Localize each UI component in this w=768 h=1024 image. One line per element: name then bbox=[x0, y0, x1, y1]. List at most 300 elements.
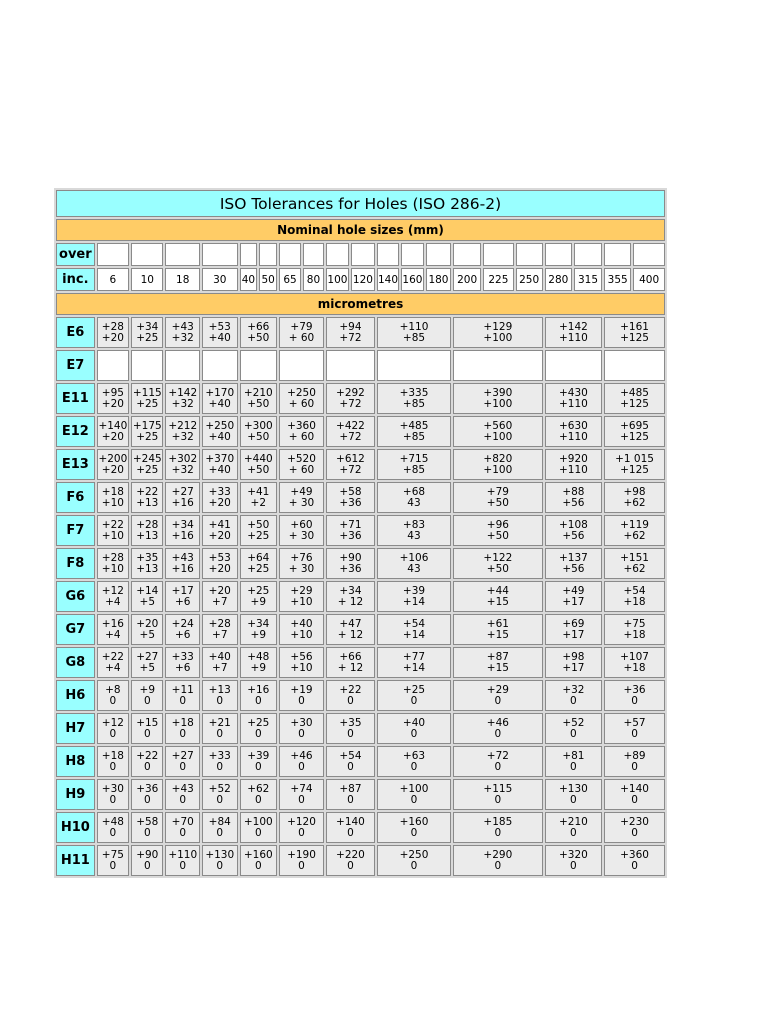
tolerance-cell bbox=[131, 416, 163, 447]
tolerance-cell bbox=[165, 713, 200, 744]
upper-deviation: +24 bbox=[171, 617, 194, 630]
lower-deviation: +56 bbox=[562, 496, 585, 509]
tolerance-cell bbox=[165, 812, 200, 843]
lower-deviation: +72 bbox=[339, 331, 362, 344]
upper-deviation: +422 bbox=[336, 419, 365, 432]
tolerance-cell bbox=[97, 845, 129, 876]
over-cell bbox=[453, 243, 481, 266]
grade-label: H9 bbox=[56, 779, 95, 810]
lower-deviation: +25 bbox=[136, 397, 159, 410]
lower-deviation: +62 bbox=[623, 529, 646, 542]
lower-deviation: + 30 bbox=[288, 496, 315, 509]
tolerance-cell bbox=[240, 449, 278, 480]
lower-deviation: 0 bbox=[254, 727, 262, 740]
lower-deviation: 0 bbox=[494, 826, 502, 839]
upper-deviation: +22 bbox=[339, 683, 362, 696]
upper-deviation: +22 bbox=[136, 749, 159, 762]
inc-value: 18 bbox=[165, 268, 200, 291]
tolerance-cell bbox=[97, 713, 129, 744]
upper-deviation: +292 bbox=[336, 386, 365, 399]
tolerance-cell bbox=[279, 680, 324, 711]
tolerance-cell bbox=[326, 680, 375, 711]
upper-deviation: +89 bbox=[623, 749, 646, 762]
tolerance-cell bbox=[326, 515, 375, 546]
lower-deviation: 0 bbox=[254, 760, 262, 773]
tolerance-cell bbox=[97, 416, 129, 447]
lower-deviation: 0 bbox=[216, 727, 224, 740]
tolerance-cell bbox=[165, 449, 200, 480]
upper-deviation: +137 bbox=[558, 551, 588, 564]
lower-deviation: +36 bbox=[339, 496, 362, 509]
lower-deviation: +85 bbox=[402, 430, 426, 443]
lower-deviation: +15 bbox=[486, 595, 509, 608]
tolerance-cell bbox=[202, 317, 238, 348]
tolerance-cell bbox=[545, 581, 602, 612]
lower-deviation: 0 bbox=[179, 859, 187, 872]
table-row bbox=[56, 812, 665, 843]
upper-deviation: +72 bbox=[486, 749, 509, 762]
upper-deviation: +19 bbox=[290, 683, 313, 696]
upper-deviation: +160 bbox=[243, 848, 273, 861]
tolerance-cell bbox=[165, 416, 200, 447]
tolerance-cell bbox=[165, 548, 200, 579]
upper-deviation: +43 bbox=[171, 320, 194, 333]
lower-deviation: 0 bbox=[109, 760, 117, 773]
lower-deviation: 0 bbox=[109, 859, 117, 872]
lower-deviation: +18 bbox=[623, 595, 646, 608]
grade-label: E7 bbox=[56, 350, 95, 381]
over-cell bbox=[426, 243, 451, 266]
tolerance-cell bbox=[97, 383, 129, 414]
lower-deviation: 0 bbox=[410, 859, 418, 872]
tolerance-cell bbox=[240, 317, 278, 348]
lower-deviation: +4 bbox=[105, 595, 121, 608]
tolerance-cell bbox=[453, 779, 543, 810]
lower-deviation: 0 bbox=[570, 793, 577, 806]
upper-deviation: +34 bbox=[339, 584, 362, 597]
tolerance-cell bbox=[604, 614, 665, 645]
tolerance-cell bbox=[165, 317, 200, 348]
lower-deviation: +32 bbox=[171, 463, 194, 476]
tolerance-cell bbox=[97, 350, 129, 381]
upper-deviation: +98 bbox=[623, 485, 646, 498]
tolerance-cell bbox=[604, 581, 665, 612]
tolerance-cell bbox=[326, 548, 375, 579]
lower-deviation: 0 bbox=[143, 793, 151, 806]
lower-deviation: +10 bbox=[101, 529, 124, 542]
lower-deviation: +17 bbox=[562, 595, 585, 608]
lower-deviation: +25 bbox=[136, 463, 159, 476]
lower-deviation: 0 bbox=[410, 727, 418, 740]
lower-deviation: +10 bbox=[101, 496, 124, 509]
over-cell bbox=[303, 243, 324, 266]
lower-deviation: +72 bbox=[339, 430, 362, 443]
tolerance-cell bbox=[377, 746, 451, 777]
lower-deviation: 0 bbox=[298, 793, 305, 806]
upper-deviation: +485 bbox=[620, 386, 649, 399]
tolerance-cell bbox=[326, 317, 375, 348]
upper-deviation: +320 bbox=[558, 848, 588, 861]
tolerance-cell bbox=[202, 746, 238, 777]
lower-deviation: 0 bbox=[179, 760, 187, 773]
over-cell bbox=[202, 243, 238, 266]
upper-deviation: +41 bbox=[208, 518, 231, 531]
upper-deviation: +140 bbox=[336, 815, 365, 828]
lower-deviation: +10 bbox=[101, 562, 124, 575]
tolerance-cell bbox=[202, 647, 238, 678]
lower-deviation: +16 bbox=[171, 496, 194, 509]
lower-deviation: +125 bbox=[620, 397, 649, 410]
upper-deviation: +18 bbox=[101, 749, 124, 762]
lower-deviation: +56 bbox=[562, 562, 585, 575]
upper-deviation: +94 bbox=[339, 320, 362, 333]
upper-deviation: +46 bbox=[486, 716, 509, 729]
tolerance-cell bbox=[240, 812, 278, 843]
lower-deviation: 0 bbox=[143, 727, 151, 740]
tolerance-cell bbox=[377, 317, 451, 348]
over-cell bbox=[351, 243, 375, 266]
lower-deviation: + 60 bbox=[288, 397, 315, 410]
tolerance-cell bbox=[545, 779, 602, 810]
lower-deviation: +36 bbox=[339, 562, 362, 575]
lower-deviation: +125 bbox=[620, 463, 649, 476]
upper-deviation: +110 bbox=[399, 320, 429, 333]
tolerance-cell bbox=[377, 581, 451, 612]
inc-value: 280 bbox=[545, 268, 572, 291]
tolerance-cell bbox=[604, 515, 665, 546]
tolerance-cell bbox=[202, 845, 238, 876]
upper-deviation: +66 bbox=[247, 320, 270, 333]
upper-deviation: +43 bbox=[171, 782, 194, 795]
tolerance-cell bbox=[545, 515, 602, 546]
upper-deviation: +79 bbox=[290, 320, 313, 333]
table-row bbox=[56, 647, 665, 678]
lower-deviation: +20 bbox=[208, 529, 231, 542]
tolerance-cell bbox=[279, 548, 324, 579]
tolerance-cell bbox=[240, 680, 278, 711]
inc-label: inc. bbox=[56, 268, 95, 291]
upper-deviation: +21 bbox=[208, 716, 231, 729]
tolerance-cell bbox=[97, 482, 129, 513]
upper-deviation: +250 bbox=[399, 848, 429, 861]
upper-deviation: +16 bbox=[101, 617, 124, 630]
tolerance-cell bbox=[326, 416, 375, 447]
upper-deviation: +76 bbox=[290, 551, 313, 564]
tolerance-cell bbox=[202, 812, 238, 843]
tolerance-table bbox=[54, 188, 667, 878]
upper-deviation: +115 bbox=[132, 386, 162, 399]
table-row bbox=[56, 713, 665, 744]
upper-deviation: +30 bbox=[290, 716, 313, 729]
upper-deviation: +12 bbox=[101, 716, 124, 729]
tolerance-cell bbox=[279, 812, 324, 843]
tolerance-cell bbox=[279, 482, 324, 513]
table-row bbox=[56, 548, 665, 579]
over-cell bbox=[401, 243, 424, 266]
tolerance-cell bbox=[240, 548, 278, 579]
tolerance-cell bbox=[131, 614, 163, 645]
lower-deviation: 0 bbox=[410, 760, 418, 773]
lower-deviation: +85 bbox=[402, 397, 426, 410]
tolerance-cell bbox=[453, 845, 543, 876]
units-header: micrometres bbox=[56, 293, 665, 315]
lower-deviation: + 30 bbox=[288, 562, 315, 575]
upper-deviation: +36 bbox=[136, 782, 159, 795]
tolerance-cell bbox=[131, 482, 163, 513]
lower-deviation: +100 bbox=[483, 463, 513, 476]
upper-deviation: +44 bbox=[486, 584, 509, 597]
upper-deviation: +95 bbox=[101, 386, 124, 399]
lower-deviation: + 30 bbox=[288, 529, 315, 542]
upper-deviation: +920 bbox=[558, 452, 588, 465]
upper-deviation: +110 bbox=[168, 848, 198, 861]
over-cell bbox=[97, 243, 129, 266]
upper-deviation: +70 bbox=[171, 815, 194, 828]
lower-deviation: +50 bbox=[486, 496, 509, 509]
inc-value: 6 bbox=[97, 268, 129, 291]
upper-deviation: +60 bbox=[290, 518, 313, 531]
lower-deviation: +20 bbox=[101, 397, 124, 410]
tolerance-cell bbox=[279, 779, 324, 810]
lower-deviation: +7 bbox=[212, 661, 228, 674]
lower-deviation: 0 bbox=[570, 826, 577, 839]
lower-deviation: +62 bbox=[623, 562, 646, 575]
tolerance-cell bbox=[326, 713, 375, 744]
inc-value: 355 bbox=[604, 268, 631, 291]
upper-deviation: +302 bbox=[168, 452, 198, 465]
lower-deviation: 0 bbox=[254, 859, 262, 872]
tolerance-cell bbox=[377, 383, 451, 414]
upper-deviation: +200 bbox=[98, 452, 128, 465]
table-row bbox=[56, 680, 665, 711]
tolerance-cell bbox=[131, 845, 163, 876]
tolerance-cell bbox=[545, 680, 602, 711]
upper-deviation: +96 bbox=[486, 518, 509, 531]
tolerance-cell bbox=[326, 647, 375, 678]
tolerance-cell bbox=[202, 482, 238, 513]
upper-deviation: +130 bbox=[558, 782, 588, 795]
tolerance-cell bbox=[604, 449, 665, 480]
table-row bbox=[56, 449, 665, 480]
tolerance-cell bbox=[240, 515, 278, 546]
lower-deviation: +20 bbox=[208, 496, 231, 509]
tolerance-cell bbox=[279, 713, 324, 744]
grade-label: H11 bbox=[56, 845, 95, 876]
tolerance-cell bbox=[377, 680, 451, 711]
upper-deviation: +83 bbox=[402, 518, 426, 531]
upper-deviation: +130 bbox=[205, 848, 235, 861]
lower-deviation: +25 bbox=[136, 331, 159, 344]
lower-deviation: +50 bbox=[247, 463, 270, 476]
lower-deviation: + 12 bbox=[337, 628, 364, 641]
tolerance-cell bbox=[545, 812, 602, 843]
lower-deviation: +13 bbox=[136, 496, 159, 509]
tolerance-cell bbox=[545, 647, 602, 678]
over-cell bbox=[279, 243, 301, 266]
upper-deviation: +68 bbox=[402, 485, 426, 498]
lower-deviation: +50 bbox=[486, 562, 509, 575]
lower-deviation: 0 bbox=[216, 694, 224, 707]
over-cell bbox=[131, 243, 163, 266]
tolerance-cell bbox=[377, 614, 451, 645]
upper-deviation: +36 bbox=[623, 683, 646, 696]
lower-deviation: 0 bbox=[143, 826, 151, 839]
tolerance-cell bbox=[279, 416, 324, 447]
tolerance-cell bbox=[377, 713, 451, 744]
tolerance-cell bbox=[202, 581, 238, 612]
lower-deviation: +9 bbox=[250, 595, 267, 608]
upper-deviation: +335 bbox=[399, 386, 429, 399]
lower-deviation: 0 bbox=[298, 727, 305, 740]
inc-value: 30 bbox=[202, 268, 238, 291]
nominal-sizes-header: Nominal hole sizes (mm) bbox=[56, 219, 665, 241]
table-row bbox=[56, 614, 665, 645]
upper-deviation: +34 bbox=[136, 320, 159, 333]
upper-deviation: +39 bbox=[402, 584, 426, 597]
upper-deviation: +485 bbox=[399, 419, 429, 432]
lower-deviation: +14 bbox=[402, 595, 426, 608]
table-row bbox=[56, 383, 665, 414]
tolerance-cell bbox=[165, 680, 200, 711]
tolerance-cell bbox=[131, 779, 163, 810]
upper-deviation: +715 bbox=[399, 452, 429, 465]
lower-deviation: +50 bbox=[247, 430, 270, 443]
lower-deviation: +110 bbox=[558, 397, 588, 410]
inc-value: 225 bbox=[483, 268, 513, 291]
upper-deviation: +77 bbox=[402, 650, 426, 663]
lower-deviation: 0 bbox=[347, 826, 354, 839]
upper-deviation: +560 bbox=[483, 419, 513, 432]
upper-deviation: +40 bbox=[208, 650, 231, 663]
lower-deviation: 43 bbox=[407, 496, 421, 509]
lower-deviation: +6 bbox=[174, 595, 191, 608]
lower-deviation: 0 bbox=[570, 727, 577, 740]
upper-deviation: +58 bbox=[339, 485, 362, 498]
lower-deviation: 0 bbox=[494, 727, 502, 740]
lower-deviation: 0 bbox=[494, 793, 502, 806]
tolerance-cell bbox=[453, 746, 543, 777]
lower-deviation: +7 bbox=[212, 628, 228, 641]
upper-deviation: +25 bbox=[402, 683, 426, 696]
tolerance-cell bbox=[604, 350, 665, 381]
upper-deviation: +17 bbox=[171, 584, 194, 597]
upper-deviation: +100 bbox=[243, 815, 273, 828]
tolerance-cell bbox=[165, 383, 200, 414]
upper-deviation: +160 bbox=[399, 815, 429, 828]
tolerance-cell bbox=[165, 515, 200, 546]
upper-deviation: +22 bbox=[136, 485, 159, 498]
upper-deviation: +142 bbox=[168, 386, 198, 399]
upper-deviation: +25 bbox=[247, 584, 270, 597]
upper-deviation: +63 bbox=[402, 749, 426, 762]
tolerance-cell bbox=[453, 581, 543, 612]
tolerance-cell bbox=[202, 680, 238, 711]
lower-deviation: 0 bbox=[631, 727, 638, 740]
lower-deviation: 0 bbox=[216, 760, 224, 773]
lower-deviation: +6 bbox=[174, 661, 191, 674]
inc-value: 200 bbox=[453, 268, 481, 291]
tolerance-cell bbox=[165, 845, 200, 876]
lower-deviation: +14 bbox=[402, 628, 426, 641]
tolerance-cell bbox=[240, 845, 278, 876]
upper-deviation: +33 bbox=[208, 485, 231, 498]
tolerance-cell bbox=[545, 713, 602, 744]
tolerance-cell bbox=[326, 812, 375, 843]
tolerance-cell bbox=[453, 449, 543, 480]
upper-deviation: +84 bbox=[208, 815, 231, 828]
upper-deviation: +440 bbox=[243, 452, 273, 465]
inc-value: 80 bbox=[303, 268, 324, 291]
upper-deviation: +43 bbox=[171, 551, 194, 564]
upper-deviation: +50 bbox=[247, 518, 270, 531]
lower-deviation: +50 bbox=[486, 529, 509, 542]
lower-deviation: 0 bbox=[298, 859, 305, 872]
upper-deviation: +75 bbox=[623, 617, 646, 630]
grade-label: G6 bbox=[56, 581, 95, 612]
upper-deviation: +122 bbox=[483, 551, 513, 564]
lower-deviation: +72 bbox=[339, 463, 362, 476]
grade-label: E13 bbox=[56, 449, 95, 480]
lower-deviation: +18 bbox=[623, 628, 646, 641]
lower-deviation: +5 bbox=[139, 595, 156, 608]
tolerance-cell bbox=[131, 350, 163, 381]
upper-deviation: +35 bbox=[339, 716, 362, 729]
lower-deviation: +125 bbox=[620, 331, 649, 344]
upper-deviation: +25 bbox=[247, 716, 270, 729]
lower-deviation: +40 bbox=[208, 397, 231, 410]
over-cell bbox=[633, 243, 665, 266]
grade-label: E6 bbox=[56, 317, 95, 348]
grade-label: E12 bbox=[56, 416, 95, 447]
upper-deviation: +185 bbox=[483, 815, 513, 828]
tolerance-cell bbox=[240, 647, 278, 678]
upper-deviation: +41 bbox=[247, 485, 270, 498]
lower-deviation: 0 bbox=[494, 694, 502, 707]
tolerance-cell bbox=[604, 317, 665, 348]
upper-deviation: +56 bbox=[290, 650, 313, 663]
tolerance-cell bbox=[453, 515, 543, 546]
lower-deviation: 0 bbox=[179, 694, 187, 707]
upper-deviation: +9 bbox=[139, 683, 156, 696]
lower-deviation: 0 bbox=[109, 793, 117, 806]
lower-deviation: 0 bbox=[254, 793, 262, 806]
lower-deviation: 0 bbox=[570, 694, 577, 707]
tolerance-cell bbox=[240, 581, 278, 612]
lower-deviation: +14 bbox=[402, 661, 426, 674]
upper-deviation: +29 bbox=[486, 683, 509, 696]
inc-value: 140 bbox=[377, 268, 399, 291]
tolerance-cell bbox=[131, 680, 163, 711]
tolerance-cell bbox=[326, 614, 375, 645]
upper-deviation: +115 bbox=[483, 782, 513, 795]
tolerance-cell bbox=[97, 581, 129, 612]
upper-deviation: +11 bbox=[171, 683, 194, 696]
upper-deviation: +98 bbox=[562, 650, 585, 663]
lower-deviation: +17 bbox=[562, 661, 585, 674]
tolerance-cell bbox=[453, 383, 543, 414]
tolerance-cell bbox=[97, 680, 129, 711]
lower-deviation: 0 bbox=[109, 727, 117, 740]
upper-deviation: +61 bbox=[486, 617, 509, 630]
lower-deviation: +40 bbox=[208, 331, 231, 344]
table-row bbox=[56, 779, 665, 810]
lower-deviation: +100 bbox=[483, 331, 513, 344]
lower-deviation: 43 bbox=[407, 529, 421, 542]
upper-deviation: +47 bbox=[339, 617, 362, 630]
upper-deviation: +142 bbox=[558, 320, 588, 333]
lower-deviation: +32 bbox=[171, 430, 194, 443]
tolerance-cell bbox=[326, 779, 375, 810]
